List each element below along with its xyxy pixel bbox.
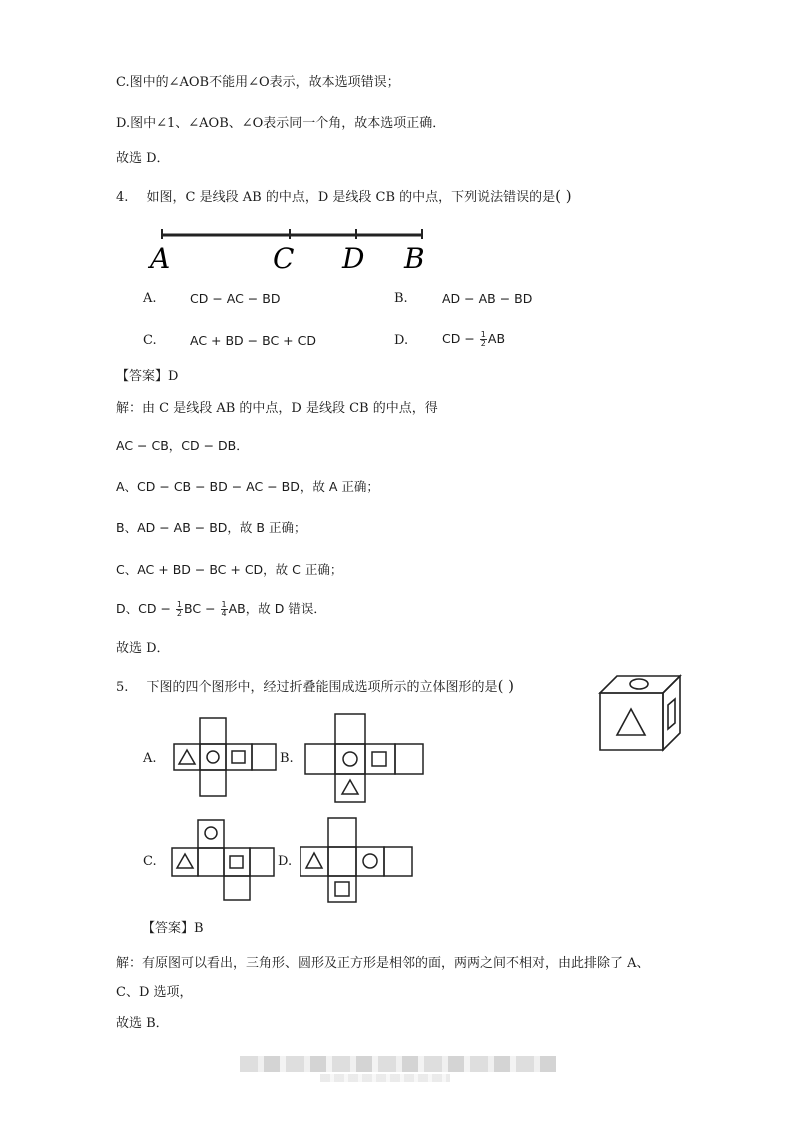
- q4-option-b-label: B.: [394, 291, 408, 306]
- square-icon: [335, 882, 349, 896]
- square-icon: [668, 699, 675, 729]
- point-label-c: C: [273, 242, 295, 274]
- fraction-quarter: $\frac{1}{4}$: [221, 600, 227, 618]
- footer-watermark: [240, 1056, 556, 1072]
- question-5: [116, 677, 514, 697]
- q5-option-b-label: B.: [280, 751, 294, 766]
- triangle-icon: [177, 854, 193, 868]
- q4-option-a-text: CD − AC − BD: [190, 291, 281, 306]
- fraction-half-2: $\frac{1}{2}$: [176, 600, 183, 618]
- q4-option-d-post: AB: [487, 331, 506, 346]
- solution-4-d: [116, 600, 326, 618]
- q4-option-b-text: AD − AB − BD: [442, 291, 533, 306]
- answer-4: 【答案】D: [116, 369, 179, 384]
- option-d-explanation: D.图中∠1、∠AOB、∠O表示同一个角，故本选项正确．: [116, 116, 446, 131]
- solution-4-equation: AC − CB，CD − DB．: [116, 438, 249, 453]
- q4-option-d-label: D.: [394, 333, 409, 348]
- circle-icon: [630, 679, 648, 689]
- cube-side-face: [663, 676, 680, 750]
- q4-option-d-pre: CD −: [442, 331, 475, 346]
- q4-option-d-text: [442, 330, 505, 348]
- solution-4-d-pre: D、CD −: [116, 601, 171, 616]
- answer-paren-5: ( ): [497, 677, 515, 695]
- point-label-d: D: [342, 242, 365, 274]
- solution-4-intro: 解：由 C 是线段 AB 的中点，D 是线段 CB 的中点，得: [116, 401, 438, 416]
- net-b: [303, 712, 427, 804]
- point-label-b: B: [404, 242, 425, 274]
- question-4-text: 如图，C 是线段 AB 的中点，D 是线段 CB 的中点，下列说法错误的是: [146, 190, 556, 205]
- triangle-icon: [617, 709, 645, 735]
- circle-icon: [207, 751, 219, 763]
- square-icon: [232, 751, 245, 763]
- choose-d-line-2: 故选 D．: [116, 641, 170, 656]
- circle-icon: [363, 854, 377, 868]
- circle-icon: [343, 752, 357, 766]
- q5-option-c-label: C.: [143, 854, 157, 869]
- q5-option-d-label: D.: [278, 854, 293, 869]
- question-4-number: 4.: [116, 190, 129, 205]
- fraction-half: $\frac{1}{2}$: [480, 330, 486, 348]
- segment-figure: [140, 222, 440, 274]
- answer-paren: ( ): [555, 187, 572, 205]
- cube-figure: [597, 673, 683, 753]
- choose-b-line: 故选 B．: [116, 1016, 169, 1031]
- triangle-icon: [179, 750, 195, 764]
- triangle-icon: [342, 780, 358, 794]
- footer-watermark-sub: [320, 1074, 450, 1082]
- triangle-icon: [306, 853, 322, 868]
- square-icon: [372, 752, 386, 766]
- q4-option-c-text: AC + BD − BC + CD: [190, 333, 316, 348]
- solution-5-line-1: 解：有原图可以看出，三角形、圆形及正方形是相邻的面，两两之间不相对，由此排除了 A、: [116, 956, 650, 971]
- q5-option-a-label: A.: [143, 751, 157, 766]
- question-4: [116, 187, 572, 207]
- choose-d-line: 故选 D．: [116, 151, 170, 166]
- option-c-explanation: C.图中的∠AOB不能用∠O表示，故本选项错误；: [116, 75, 400, 90]
- square-icon: [230, 856, 243, 868]
- question-5-text: 下图的四个图形中，经过折叠能围成选项所示的立体图形的是: [146, 680, 498, 695]
- q4-option-a-label: A.: [143, 291, 157, 306]
- answer-5: 【答案】B: [142, 921, 204, 936]
- solution-4-b: B、AD − AB − BD，故 B 正确；: [116, 520, 307, 535]
- solution-4-d-mid: BC −: [184, 601, 216, 616]
- net-d: [300, 816, 416, 904]
- net-c: [168, 818, 278, 902]
- point-label-a: A: [150, 242, 171, 274]
- cube-front-face: [600, 693, 663, 750]
- solution-5-line-2: C、D 选项，: [116, 985, 193, 1000]
- solution-4-c: C、AC + BD − BC + CD，故 C 正确；: [116, 562, 343, 577]
- net-a: [168, 716, 278, 798]
- question-5-number: 5.: [116, 680, 129, 695]
- solution-4-a: A、CD − CB − BD − AC − BD，故 A 正确；: [116, 479, 379, 494]
- solution-4-d-post: AB，故 D 错误．: [228, 601, 326, 616]
- q4-option-c-label: C.: [143, 333, 157, 348]
- circle-icon: [205, 827, 217, 839]
